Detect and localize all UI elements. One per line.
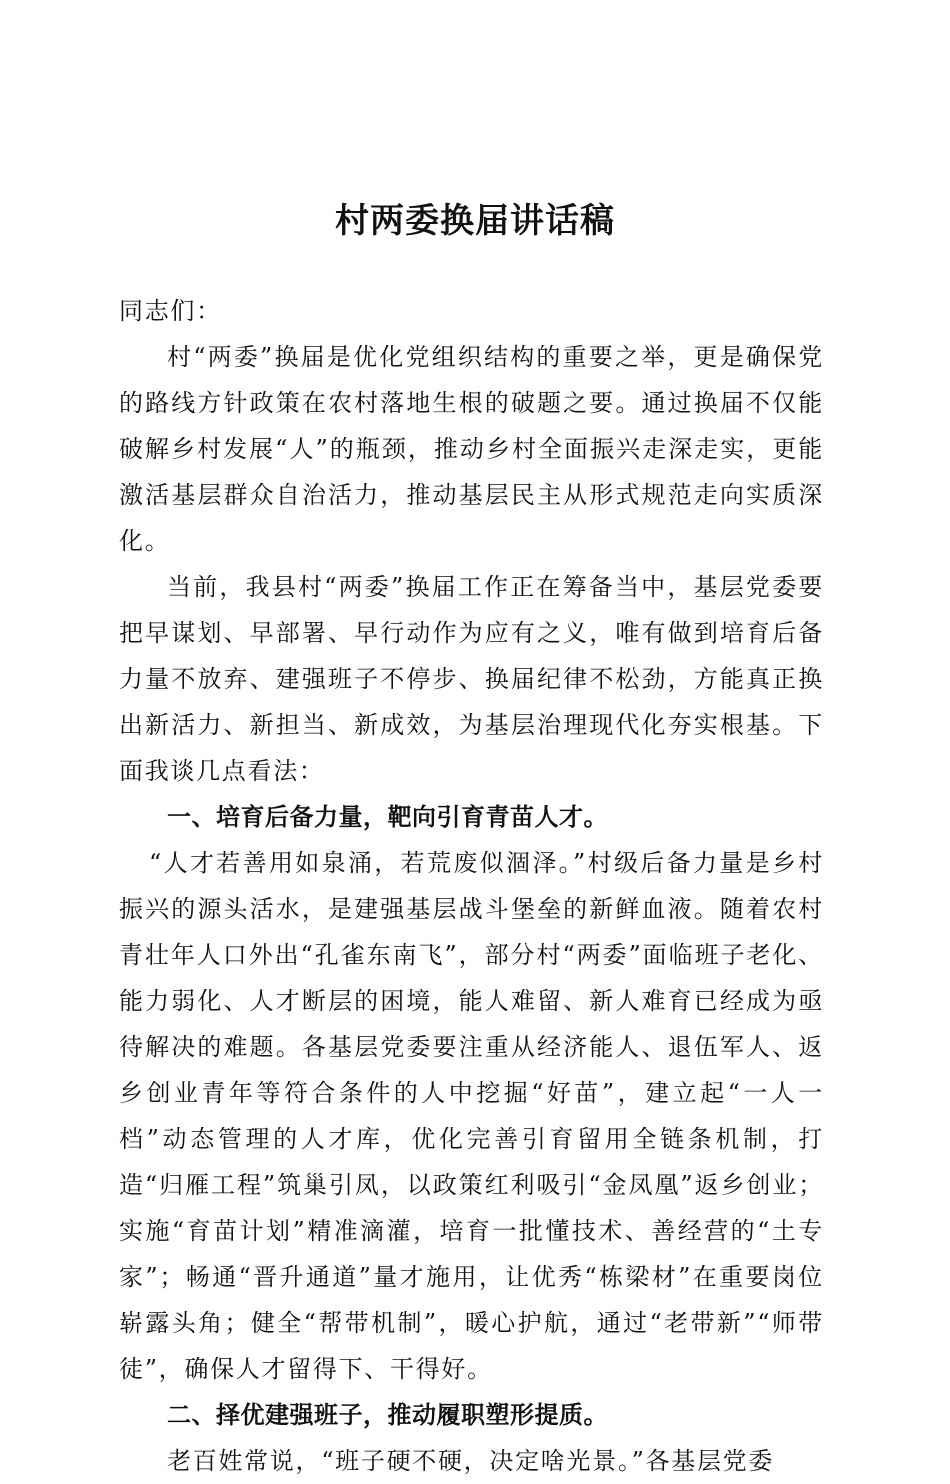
intro-paragraph-2: 当前，我县村“两委”换届工作正在筹备当中，基层党委要把早谋划、早部署、早行动作为应有之义，唯有做到培育后备力量不放弃、建强班子不停步、换届纪律不松劲，方能真正换出新活力、新担当、新成效，为基层治理现代化夯实根基。下面我谈几点看法： xyxy=(119,573,824,785)
section-1-heading: 一、培育后备力量，靶向引育青苗人才。 xyxy=(167,803,608,831)
section-2-paragraph: 老百姓常说，“班子硬不硬，决定啥光景。”各基层党委 xyxy=(167,1447,775,1475)
section-1-paragraph: “人才若善用如泉涌，若荒废似涸泽。”村级后备力量是乡村振兴的源头活水，是建强基层战斗堡垒的新鲜血液。随着农村青壮年人口外出“孔雀东南飞”，部分村“两委”面临班子老化、能力弱化、人才断层的困境，能人难留、新人难育已经成为亟待解决的难题。各基层党委要注重从经济能人、退伍军人、返乡创业青年等符合条件的人中挖掘“好苗”，建立起“一人一档”动态管理的人才库，优化完善引育留用全链条机制，打造“归雁工程”筑巢引凤，以政策红利吸引“金凤凰”返乡创业；实施“育苗计划”精准滴灌，培育一批懂技术、善经营的“土专家”；畅通“晋升通道”量才施用，让优秀“栋梁材”在重要岗位崭露头角；健全“帮带机制”，暖心护航，通过“老带新”“师带徒”，确保人才留得下、干得好。 xyxy=(119,849,824,1383)
document-title: 村两委换届讲话稿 xyxy=(335,201,615,241)
intro-paragraph-1: 村“两委”换届是优化党组织结构的重要之举，更是确保党的路线方针政策在农村落地生根的破题之要。通过换届不仅能破解乡村发展“人”的瓶颈，推动乡村全面振兴走深走实，更能激活基层群众自治活力，推动基层民主从形式规范走向实质深化。 xyxy=(119,343,824,555)
section-2-heading: 二、择优建强班子，推动履职塑形提质。 xyxy=(167,1401,608,1429)
document-body xyxy=(119,288,824,1484)
salutation: 同志们： xyxy=(119,297,222,325)
